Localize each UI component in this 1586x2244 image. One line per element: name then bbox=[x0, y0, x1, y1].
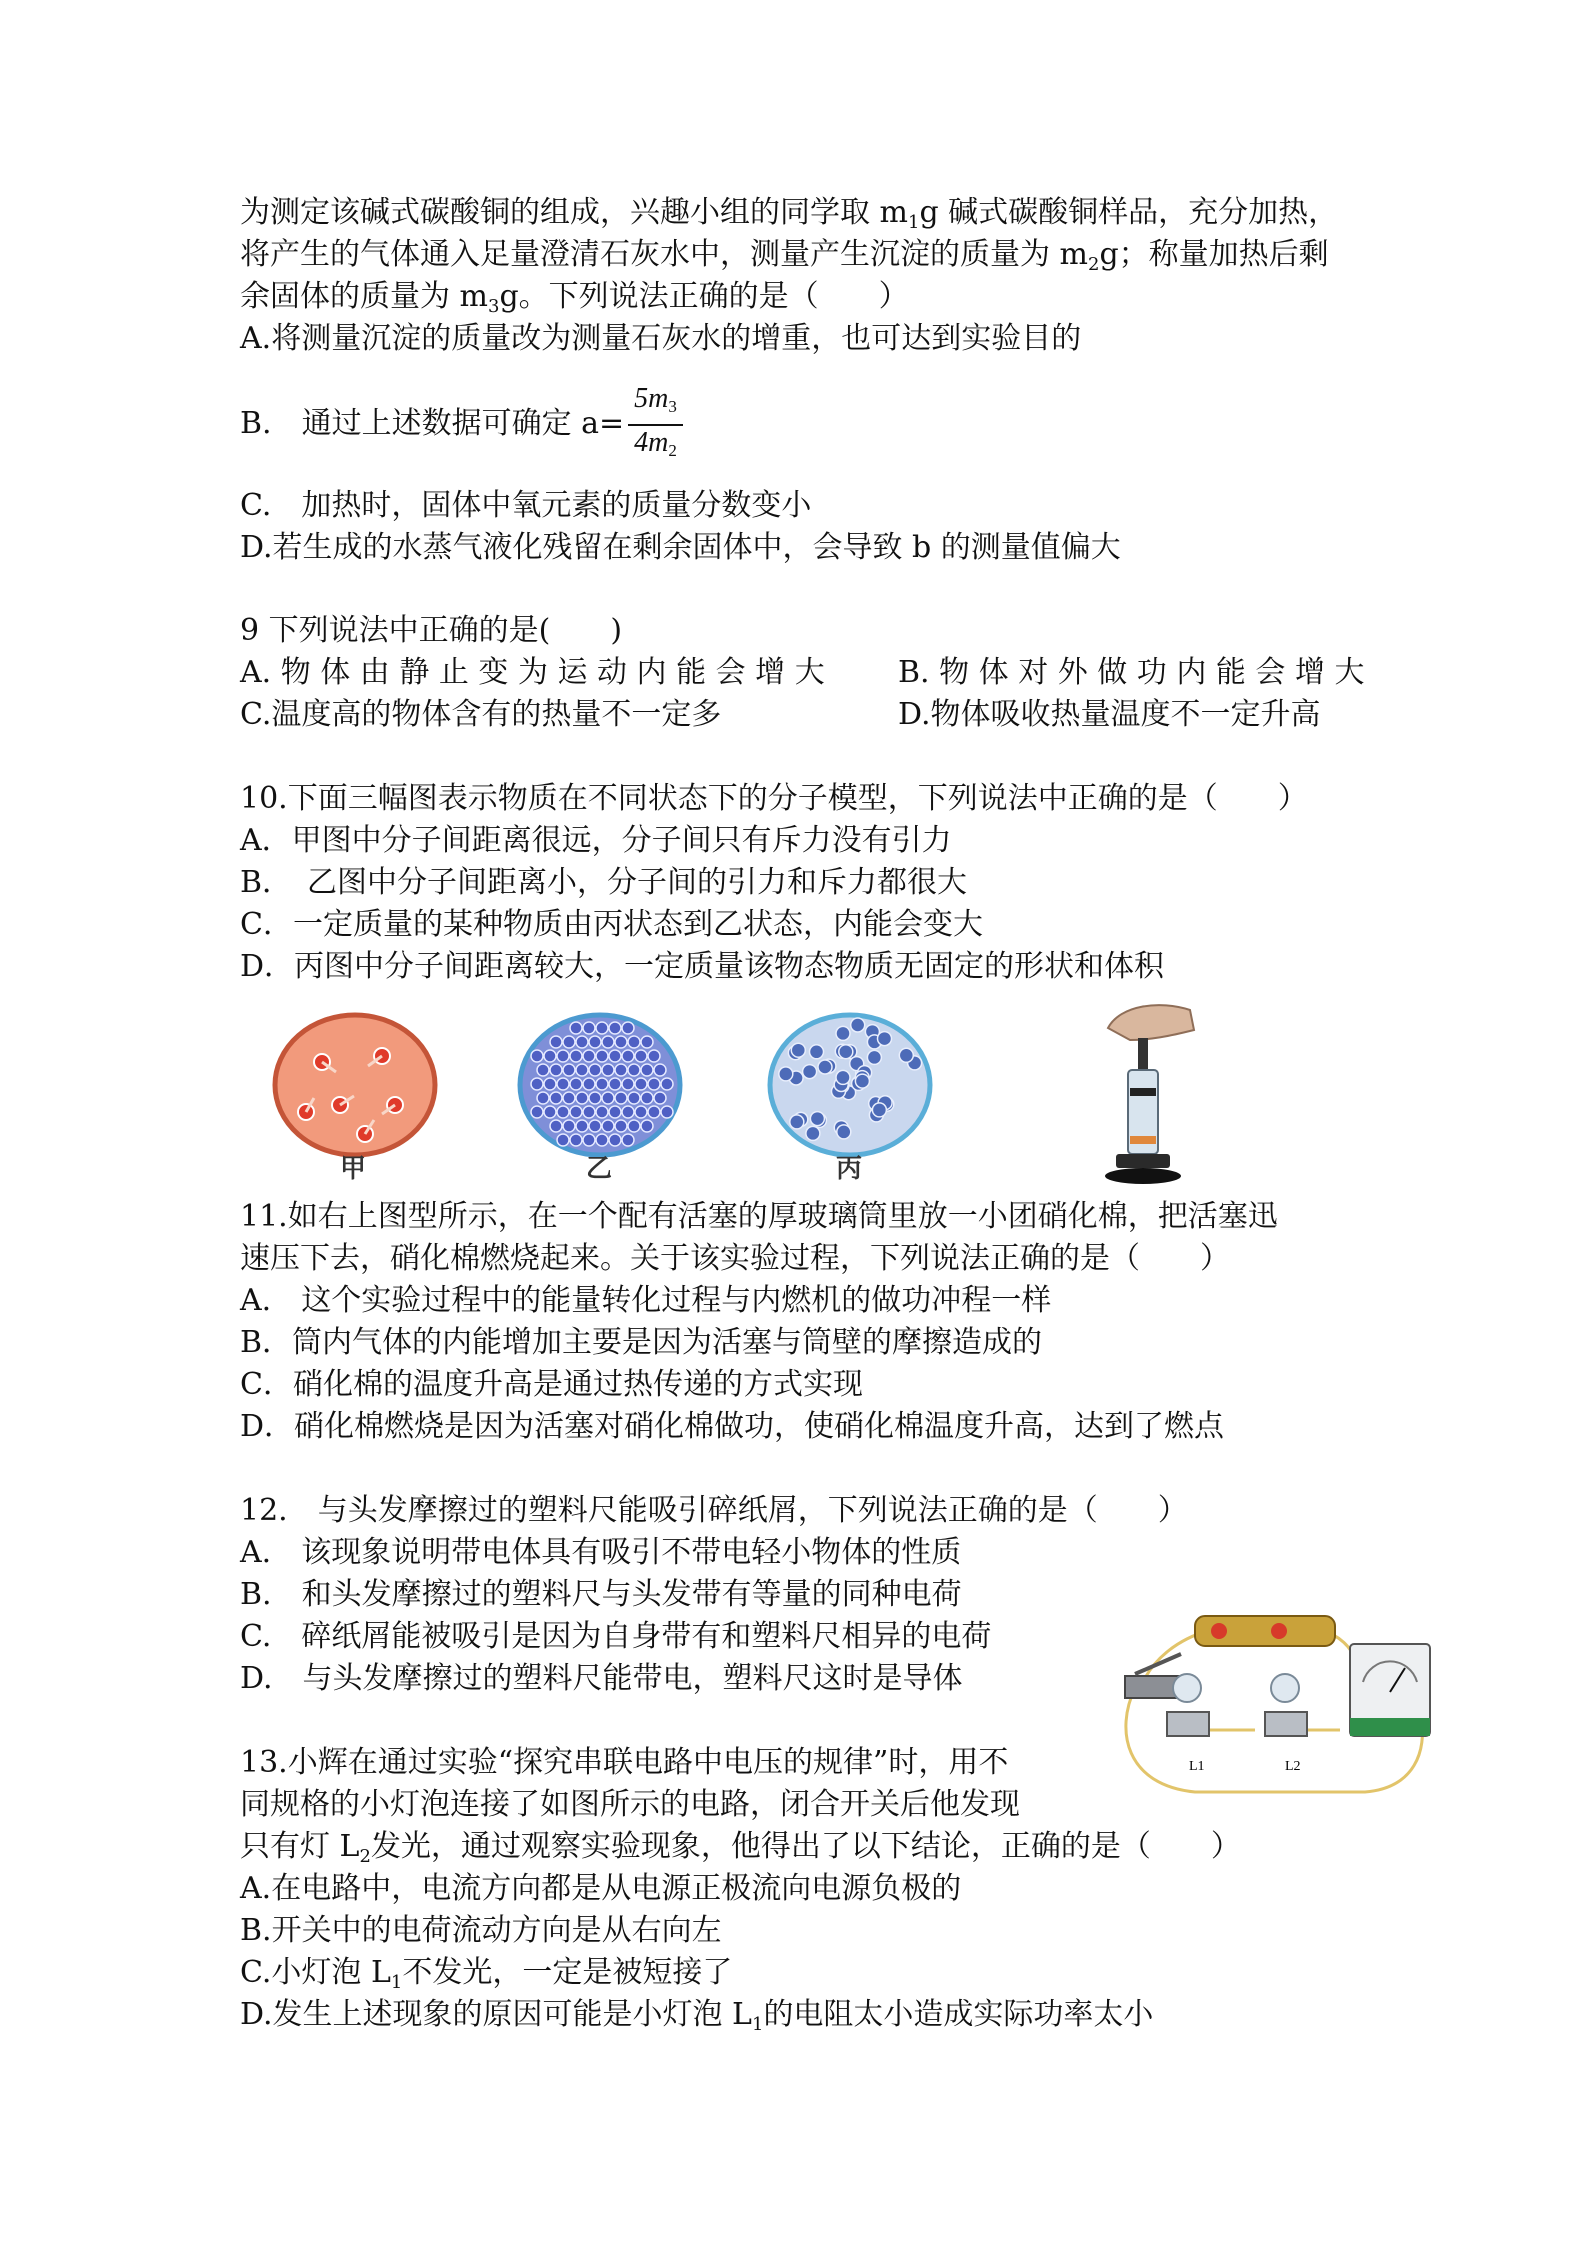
solid-molecule bbox=[563, 1036, 575, 1048]
battery-terminal bbox=[1271, 1623, 1287, 1639]
series-circuit-figure bbox=[1115, 1600, 1445, 1800]
piston-rod bbox=[1138, 1038, 1148, 1072]
solid-molecule bbox=[648, 1106, 660, 1118]
solid-molecule bbox=[576, 1120, 588, 1132]
solid-molecule bbox=[648, 1050, 660, 1062]
solid-molecule bbox=[641, 1036, 653, 1048]
liquid-molecule bbox=[836, 1070, 850, 1084]
solid-molecule bbox=[589, 1120, 601, 1132]
solid-molecule bbox=[641, 1064, 653, 1076]
solid-molecule bbox=[583, 1050, 595, 1062]
solid-molecule bbox=[661, 1078, 673, 1090]
liquid-molecule bbox=[851, 1018, 865, 1032]
solid-molecule bbox=[563, 1120, 575, 1132]
q13-option-a: A.在电路中，电流方向都是从电源正极流向电源负极的 bbox=[240, 1871, 962, 1906]
fig-label-yi: 乙 bbox=[586, 1154, 613, 1184]
solid-molecule bbox=[550, 1120, 562, 1132]
q8-option-b: B. 通过上述数据可确定 a= $\frac{5m_3}{4m_2}$ bbox=[240, 382, 683, 468]
q12-option-a: A. 该现象说明带电体具有吸引不带电轻小物体的性质 bbox=[240, 1535, 962, 1570]
solid-molecule bbox=[609, 1134, 621, 1146]
liquid-molecule bbox=[810, 1045, 824, 1059]
liquid-molecule bbox=[855, 1074, 869, 1088]
q11-option-b: B．筒内气体的内能增加主要是因为活塞与筒壁的摩擦造成的 bbox=[240, 1325, 1043, 1360]
battery-terminal bbox=[1211, 1623, 1227, 1639]
piston-cylinder-figure bbox=[1090, 1000, 1200, 1190]
fig-label-bing: 丙 bbox=[836, 1154, 863, 1184]
q12-stem: 12. 与头发摩擦过的塑料尺能吸引碎纸屑，下列说法正确的是（ ） bbox=[240, 1493, 1188, 1528]
solid-molecule bbox=[596, 1078, 608, 1090]
nitrocellulose bbox=[1130, 1136, 1156, 1144]
liquid-molecule bbox=[867, 1050, 881, 1064]
q9-stem: 9 下列说法中正确的是( ) bbox=[240, 613, 623, 648]
solid-molecule bbox=[557, 1134, 569, 1146]
q13-option-d: D.发生上述现象的原因可能是小灯泡 $L_1$的电阻太小造成实际功率太小 bbox=[240, 1997, 1154, 2035]
solid-molecule bbox=[622, 1050, 634, 1062]
q12-option-d: D. 与头发摩擦过的塑料尺能带电，塑料尺这时是导体 bbox=[240, 1661, 963, 1696]
liquid-molecule bbox=[839, 1045, 853, 1059]
q13-option-b: B.开关中的电荷流动方向是从右向左 bbox=[240, 1913, 722, 1948]
solid-molecule bbox=[635, 1078, 647, 1090]
solid-molecule bbox=[570, 1022, 582, 1034]
solid-molecule bbox=[544, 1050, 556, 1062]
q10-option-b: B． 乙图中分子间距离小，分子间的引力和斥力都很大 bbox=[240, 865, 968, 900]
solid-molecule bbox=[609, 1050, 621, 1062]
solid-molecule bbox=[602, 1092, 614, 1104]
solid-molecule bbox=[557, 1106, 569, 1118]
solid-molecule bbox=[609, 1022, 621, 1034]
q9-option-a: A. 物 体 由 静 止 变 为 运 动 内 能 会 增 大 bbox=[240, 655, 825, 690]
liquid-molecule bbox=[872, 1103, 886, 1117]
solid-molecule bbox=[622, 1022, 634, 1034]
bulb-l1-icon bbox=[1173, 1674, 1201, 1702]
solid-molecule bbox=[596, 1134, 608, 1146]
solid-molecule bbox=[615, 1092, 627, 1104]
q12-option-b: B. 和头发摩擦过的塑料尺与头发带有等量的同种电荷 bbox=[240, 1577, 962, 1612]
q9-option-d: D.物体吸收热量温度不一定升高 bbox=[898, 697, 1321, 732]
solid-molecule bbox=[563, 1064, 575, 1076]
q11-option-c: C．硝化棉的温度升高是通过热传递的方式实现 bbox=[240, 1367, 863, 1402]
solid-molecule bbox=[628, 1092, 640, 1104]
solid-molecule bbox=[589, 1064, 601, 1076]
voltmeter-base bbox=[1350, 1718, 1430, 1736]
solid-molecule bbox=[531, 1050, 543, 1062]
solid-molecule bbox=[635, 1106, 647, 1118]
q8-option-d: D.若生成的水蒸气液化残留在剩余固体中，会导致 b 的测量值偏大 bbox=[240, 530, 1121, 565]
solid-molecule bbox=[602, 1120, 614, 1132]
solid-molecule bbox=[544, 1078, 556, 1090]
gas-molecule-figure bbox=[270, 1010, 440, 1160]
liquid-molecule bbox=[878, 1032, 892, 1046]
solid-molecule bbox=[609, 1106, 621, 1118]
solid-molecule bbox=[596, 1106, 608, 1118]
solid-molecule bbox=[583, 1106, 595, 1118]
liquid-molecule bbox=[818, 1060, 832, 1074]
solid-molecule bbox=[602, 1064, 614, 1076]
q9-option-c: C.温度高的物体含有的热量不一定多 bbox=[240, 697, 722, 732]
cylinder-base bbox=[1116, 1154, 1170, 1168]
solid-molecule bbox=[654, 1092, 666, 1104]
q11-stem-line-2: 速压下去，硝化棉燃烧起来。关于该实验过程，下列说法正确的是（ ） bbox=[240, 1241, 1230, 1276]
solid-molecule bbox=[589, 1036, 601, 1048]
solid-molecule bbox=[576, 1036, 588, 1048]
solid-molecule bbox=[596, 1022, 608, 1034]
solid-molecule bbox=[570, 1050, 582, 1062]
bulb-l2-icon bbox=[1271, 1674, 1299, 1702]
solid-molecule bbox=[648, 1078, 660, 1090]
solid-molecule bbox=[583, 1022, 595, 1034]
q11-option-a: A. 这个实验过程中的能量转化过程与内燃机的做功冲程一样 bbox=[240, 1283, 1052, 1318]
q10-option-a: A．甲图中分子间距离很远，分子间只有斥力没有引力 bbox=[240, 823, 952, 858]
solid-molecule bbox=[609, 1078, 621, 1090]
solid-molecule bbox=[641, 1120, 653, 1132]
q12-option-c: C. 碎纸屑能被吸引是因为自身带有和塑料尺相异的电荷 bbox=[240, 1619, 992, 1654]
solid-molecule bbox=[550, 1036, 562, 1048]
liquid-molecule bbox=[806, 1126, 820, 1140]
liquid-molecule bbox=[779, 1067, 793, 1081]
q11-stem-line-1: 11.如右上图型所示，在一个配有活塞的厚玻璃筒里放一小团硝化棉，把活塞迅 bbox=[240, 1199, 1278, 1234]
liquid-molecule bbox=[836, 1026, 850, 1040]
solid-molecule bbox=[570, 1078, 582, 1090]
liquid-molecule bbox=[837, 1125, 851, 1139]
solid-molecule bbox=[570, 1106, 582, 1118]
hand-icon bbox=[1108, 1005, 1194, 1040]
q10-stem: 10.下面三幅图表示物质在不同状态下的分子模型，下列说法中正确的是（ ） bbox=[240, 781, 1308, 816]
solid-molecule bbox=[583, 1078, 595, 1090]
liquid-molecule bbox=[791, 1043, 805, 1057]
solid-molecule bbox=[615, 1064, 627, 1076]
solid-molecule bbox=[576, 1092, 588, 1104]
solid-molecule bbox=[641, 1092, 653, 1104]
solid-molecule bbox=[563, 1092, 575, 1104]
q9-option-b: B. 物 体 对 外 做 功 内 能 会 增 大 bbox=[898, 655, 1365, 690]
solid-molecule bbox=[544, 1106, 556, 1118]
solid-molecule bbox=[622, 1106, 634, 1118]
solid-molecule bbox=[589, 1092, 601, 1104]
label-l2: L2 bbox=[1285, 1759, 1301, 1774]
solid-molecule bbox=[570, 1134, 582, 1146]
solid-molecule bbox=[615, 1036, 627, 1048]
solid-molecule bbox=[602, 1036, 614, 1048]
solid-molecule bbox=[661, 1106, 673, 1118]
q8-fraction: $\frac{5m_3}{4m_2}$ bbox=[628, 382, 683, 468]
solid-molecule bbox=[557, 1078, 569, 1090]
solid-molecule bbox=[628, 1064, 640, 1076]
liquid-molecule-figure bbox=[765, 1010, 935, 1160]
solid-molecule bbox=[622, 1078, 634, 1090]
q13-stem-line-3: 只有灯 $L_2$发光，通过观察实验现象，他得出了以下结论，正确的是（ ） bbox=[240, 1829, 1241, 1867]
piston-head bbox=[1130, 1088, 1156, 1096]
q8-stem-line-3: 余固体的质量为 $m_3g$。下列说法正确的是（ ） bbox=[240, 279, 909, 317]
solid-molecule-figure bbox=[515, 1010, 685, 1160]
fig-label-jia: 甲 bbox=[340, 1154, 367, 1184]
q8-stem-line-2: 将产生的气体通入足量澄清石灰水中，测量产生沉淀的质量为 $m_2g$；称量加热后剩 bbox=[240, 237, 1329, 275]
q11-option-d: D．硝化棉燃烧是因为活塞对硝化棉做功，使硝化棉温度升高，达到了燃点 bbox=[240, 1409, 1225, 1444]
solid-molecule bbox=[576, 1064, 588, 1076]
solid-molecule bbox=[622, 1134, 634, 1146]
switch-lever bbox=[1135, 1654, 1181, 1674]
liquid-molecule bbox=[803, 1065, 817, 1079]
solid-molecule bbox=[615, 1120, 627, 1132]
q10-option-c: C．一定质量的某种物质由丙状态到乙状态，内能会变大 bbox=[240, 907, 983, 942]
solid-molecule bbox=[557, 1050, 569, 1062]
label-l1: L1 bbox=[1189, 1759, 1205, 1774]
liquid-molecule bbox=[810, 1112, 824, 1126]
gas-circle bbox=[275, 1015, 435, 1155]
solid-molecule bbox=[583, 1134, 595, 1146]
q8-option-a: A.将测量沉淀的质量改为测量石灰水的增重，也可达到实验目的 bbox=[240, 321, 1082, 356]
liquid-molecule bbox=[899, 1048, 913, 1062]
solid-molecule bbox=[596, 1050, 608, 1062]
bulb-l2-base bbox=[1265, 1712, 1307, 1736]
solid-molecule bbox=[635, 1050, 647, 1062]
q13-option-c: C.小灯泡 $L_1$不发光，一定是被短接了 bbox=[240, 1955, 733, 1993]
solid-molecule bbox=[531, 1106, 543, 1118]
base-stand bbox=[1105, 1168, 1181, 1184]
solid-molecule bbox=[628, 1120, 640, 1132]
q8-stem-line-1: 为测定该碱式碳酸铜的组成，兴趣小组的同学取 $m_1g$ 碱式碳酸铜样品，充分加热， bbox=[240, 195, 1339, 233]
solid-molecule bbox=[628, 1036, 640, 1048]
solid-molecules bbox=[531, 1022, 673, 1146]
q10-option-d: D．丙图中分子间距离较大，一定质量该物态物质无固定的形状和体积 bbox=[240, 949, 1165, 984]
solid-molecule bbox=[531, 1078, 543, 1090]
q8-option-c: C. 加热时，固体中氧元素的质量分数变小 bbox=[240, 488, 812, 523]
q13-stem-line-1: 13.小辉在通过实验“探究串联电路中电压的规律”时，用不 bbox=[240, 1745, 1009, 1780]
liquid-molecule bbox=[790, 1115, 804, 1129]
solid-molecule bbox=[537, 1092, 549, 1104]
solid-molecule bbox=[550, 1092, 562, 1104]
q13-stem-line-2: 同规格的小灯泡连接了如图所示的电路，闭合开关后他发现 bbox=[240, 1787, 1020, 1822]
solid-molecule bbox=[537, 1064, 549, 1076]
solid-molecule bbox=[654, 1064, 666, 1076]
solid-molecule bbox=[550, 1064, 562, 1076]
bulb-l1-base bbox=[1167, 1712, 1209, 1736]
